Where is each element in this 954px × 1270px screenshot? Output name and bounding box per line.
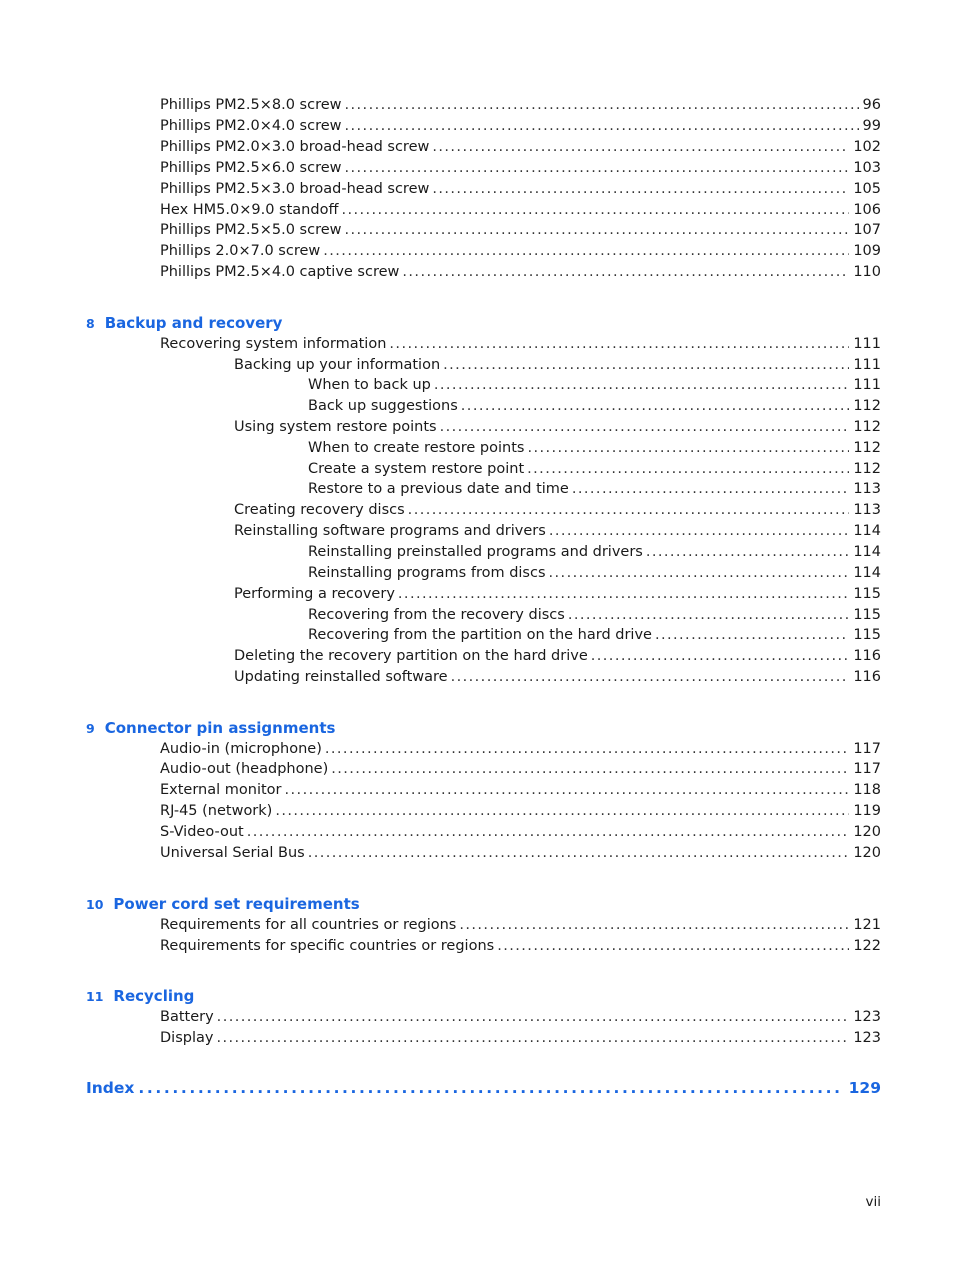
toc-entry-page: 113 xyxy=(853,502,881,518)
dot-leader xyxy=(432,137,849,158)
toc-entry-label: Battery xyxy=(160,1009,214,1025)
dot-leader xyxy=(402,262,849,283)
toc-entry-label: Requirements for specific countries or regions xyxy=(160,938,495,954)
toc-entry[interactable] xyxy=(160,843,881,864)
toc-entry-label: Recovering from the partition on the hard drive xyxy=(308,627,652,643)
toc-entry-label: When to back up xyxy=(308,377,431,393)
page-number: vii xyxy=(865,1194,881,1210)
dot-leader xyxy=(341,200,849,221)
toc-entry[interactable] xyxy=(234,355,881,376)
dot-leader xyxy=(459,915,849,936)
index-page: 129 xyxy=(848,1079,881,1097)
dot-leader xyxy=(345,95,859,116)
toc-entry-label: Performing a recovery xyxy=(234,586,395,602)
toc-entry-label: Audio-out (headphone) xyxy=(160,761,329,777)
toc-entry-page: 111 xyxy=(853,357,881,373)
toc-entry-label: Using system restore points xyxy=(234,419,437,435)
dot-leader xyxy=(527,459,849,480)
toc-entry-page: 117 xyxy=(853,761,881,777)
toc-entry[interactable] xyxy=(308,563,881,584)
dot-leader xyxy=(572,479,849,500)
toc-entry[interactable] xyxy=(160,95,881,116)
toc-entry-label: S-Video-out xyxy=(160,824,244,840)
toc-entry[interactable] xyxy=(160,915,881,936)
chapter-title: Connector pin assignments xyxy=(104,719,336,737)
chapter-title: Power cord set requirements xyxy=(113,895,360,913)
dot-leader xyxy=(217,1007,850,1028)
toc-entry[interactable] xyxy=(308,375,881,396)
toc-entry-label: Reinstalling software programs and drivers xyxy=(234,523,546,539)
toc-entry[interactable] xyxy=(160,822,881,843)
toc-entry-label: When to create restore points xyxy=(308,440,525,456)
toc-entry-label: Phillips PM2.5×6.0 screw xyxy=(160,160,342,176)
dot-leader xyxy=(461,396,850,417)
toc-entry-page: 99 xyxy=(862,118,881,134)
toc-entry-label: Create a system restore point xyxy=(308,461,525,477)
toc-entry-label: Requirements for all countries or regions xyxy=(160,917,457,933)
toc-entry[interactable] xyxy=(160,262,881,283)
toc-entry-label: Phillips PM2.5×5.0 screw xyxy=(160,222,342,238)
toc-entry[interactable] xyxy=(160,220,881,241)
toc-entry[interactable] xyxy=(160,179,881,200)
toc-entry-label: Phillips PM2.5×4.0 captive screw xyxy=(160,264,400,280)
chapter-number: 8 xyxy=(86,316,95,331)
toc-entry[interactable] xyxy=(308,438,881,459)
toc-entry-page: 123 xyxy=(853,1009,881,1025)
toc-entry-label: Phillips PM2.5×3.0 broad-head screw xyxy=(160,181,430,197)
toc-entry-label: Display xyxy=(160,1030,214,1046)
toc-entry[interactable] xyxy=(234,521,881,542)
toc-entry-page: 103 xyxy=(853,160,881,176)
toc-entry-page: 120 xyxy=(853,824,881,840)
index-label: Index xyxy=(86,1079,135,1097)
dot-leader xyxy=(655,625,849,646)
chapter-heading-11[interactable] xyxy=(86,985,194,1007)
toc-entry-label: Updating reinstalled software xyxy=(234,669,448,685)
dot-leader xyxy=(325,739,849,760)
toc-entry-label: Back up suggestions xyxy=(308,398,458,414)
toc-entry-page: 113 xyxy=(853,481,881,497)
toc-entry-page: 114 xyxy=(853,565,881,581)
toc-entry[interactable] xyxy=(160,759,881,780)
dot-leader xyxy=(285,780,850,801)
dot-leader xyxy=(275,801,849,822)
dot-leader xyxy=(451,667,850,688)
toc-entry-label: Deleting the recovery partition on the hard drive xyxy=(234,648,588,664)
index-entry[interactable] xyxy=(86,1077,881,1099)
toc-entry[interactable] xyxy=(160,200,881,221)
chapter-title: Recycling xyxy=(113,987,195,1005)
dot-leader xyxy=(440,417,850,438)
dot-leader xyxy=(345,116,859,137)
toc-entry[interactable] xyxy=(308,396,881,417)
toc-entry-page: 107 xyxy=(853,222,881,238)
toc-entry-label: Phillips PM2.0×3.0 broad-head screw xyxy=(160,139,430,155)
toc-entry-label: Restore to a previous date and time xyxy=(308,481,569,497)
toc-entry-page: 102 xyxy=(853,139,881,155)
toc-entry-page: 114 xyxy=(853,544,881,560)
toc-entry-page: 111 xyxy=(853,377,881,393)
dot-leader xyxy=(434,375,849,396)
toc-entry-page: 123 xyxy=(853,1030,881,1046)
dot-leader xyxy=(549,563,850,584)
toc-entry-label: Recovering from the recovery discs xyxy=(308,607,565,623)
toc-entry[interactable] xyxy=(308,542,881,563)
toc-entry[interactable] xyxy=(160,1007,881,1028)
dot-leader xyxy=(308,843,850,864)
toc-entry-page: 96 xyxy=(862,97,881,113)
toc-entry-page: 121 xyxy=(853,917,881,933)
dot-leader xyxy=(389,334,849,355)
toc-entry[interactable] xyxy=(308,625,881,646)
dot-leader xyxy=(216,1028,849,1049)
chapter-title: Backup and recovery xyxy=(104,314,283,332)
toc-entry-page: 117 xyxy=(853,741,881,757)
chapter-heading-10[interactable] xyxy=(86,893,360,915)
toc-entry-page: 116 xyxy=(853,648,881,664)
toc-entry-page: 120 xyxy=(853,845,881,861)
dot-leader xyxy=(443,355,849,376)
toc-entry-page: 114 xyxy=(853,523,881,539)
toc-entry[interactable] xyxy=(160,116,881,137)
toc-entry[interactable] xyxy=(160,780,881,801)
toc-entry-label: Recovering system information xyxy=(160,336,387,352)
toc-entry[interactable] xyxy=(160,158,881,179)
toc-entry[interactable] xyxy=(160,739,881,760)
toc-entry[interactable] xyxy=(160,334,881,355)
toc-entry-page: 110 xyxy=(853,264,881,280)
toc-entry-label: Hex HM5.0×9.0 standoff xyxy=(160,202,339,218)
toc-entry[interactable] xyxy=(160,241,881,262)
chapter-number: 11 xyxy=(86,989,104,1004)
dot-leader xyxy=(497,936,849,957)
toc-entry-label: Reinstalling preinstalled programs and drivers xyxy=(308,544,643,560)
toc-entry-page: 116 xyxy=(853,669,881,685)
dot-leader xyxy=(247,822,850,843)
toc-entry-page: 105 xyxy=(853,181,881,197)
toc-entry[interactable] xyxy=(160,1028,881,1049)
toc-entry-label: External monitor xyxy=(160,782,282,798)
toc-entry-page: 106 xyxy=(853,202,881,218)
toc-entry[interactable] xyxy=(234,584,881,605)
toc-entry-page: 111 xyxy=(853,336,881,352)
dot-leader xyxy=(345,158,850,179)
toc-entry[interactable] xyxy=(160,137,881,158)
toc-entry[interactable] xyxy=(160,801,881,822)
toc-entry-label: Phillips PM2.0×4.0 screw xyxy=(160,118,342,134)
toc-entry[interactable] xyxy=(234,500,881,521)
toc-entry-page: 112 xyxy=(853,419,881,435)
toc-entry-page: 115 xyxy=(853,627,881,643)
toc-entry[interactable] xyxy=(234,646,881,667)
toc-entry-label: RJ-45 (network) xyxy=(160,803,273,819)
dot-leader xyxy=(331,759,849,780)
toc-entry-label: Universal Serial Bus xyxy=(160,845,305,861)
toc-entry-page: 115 xyxy=(853,586,881,602)
toc-entry[interactable] xyxy=(308,459,881,480)
toc-entry-page: 115 xyxy=(853,607,881,623)
chapter-number: 9 xyxy=(86,721,95,736)
toc-entry[interactable] xyxy=(308,479,881,500)
chapter-heading-8[interactable] xyxy=(86,312,282,334)
toc-entry-page: 109 xyxy=(853,243,881,259)
toc-entry-label: Audio-in (microphone) xyxy=(160,741,322,757)
dot-leader xyxy=(527,438,849,459)
toc-entry-label: Phillips PM2.5×8.0 screw xyxy=(160,97,342,113)
toc-entry-label: Phillips 2.0×7.0 screw xyxy=(160,243,321,259)
toc-entry-page: 112 xyxy=(853,398,881,414)
toc-entry-label: Creating recovery discs xyxy=(234,502,405,518)
chapter-number: 10 xyxy=(86,897,104,912)
toc-entry-label: Backing up your information xyxy=(234,357,441,373)
dot-leader xyxy=(568,605,849,626)
toc-entry-page: 112 xyxy=(853,440,881,456)
chapter-heading-9[interactable] xyxy=(86,717,335,739)
dot-leader xyxy=(323,241,849,262)
dot-leader xyxy=(591,646,850,667)
toc-entry-page: 119 xyxy=(853,803,881,819)
toc-entry-label: Reinstalling programs from discs xyxy=(308,565,546,581)
dot-leader xyxy=(408,500,850,521)
toc-entry[interactable] xyxy=(308,605,881,626)
dot-leader xyxy=(398,584,849,605)
dot-leader xyxy=(345,220,850,241)
dot-leader xyxy=(549,521,849,542)
toc-entry-page: 118 xyxy=(853,782,881,798)
toc-entry[interactable] xyxy=(234,417,881,438)
toc-entry[interactable] xyxy=(160,936,881,957)
dot-leader xyxy=(646,542,849,563)
toc-entry[interactable] xyxy=(234,667,881,688)
dot-leader xyxy=(432,179,849,200)
dot-leader xyxy=(138,1077,840,1099)
toc-entry-page: 112 xyxy=(853,461,881,477)
toc-entry-page: 122 xyxy=(853,938,881,954)
